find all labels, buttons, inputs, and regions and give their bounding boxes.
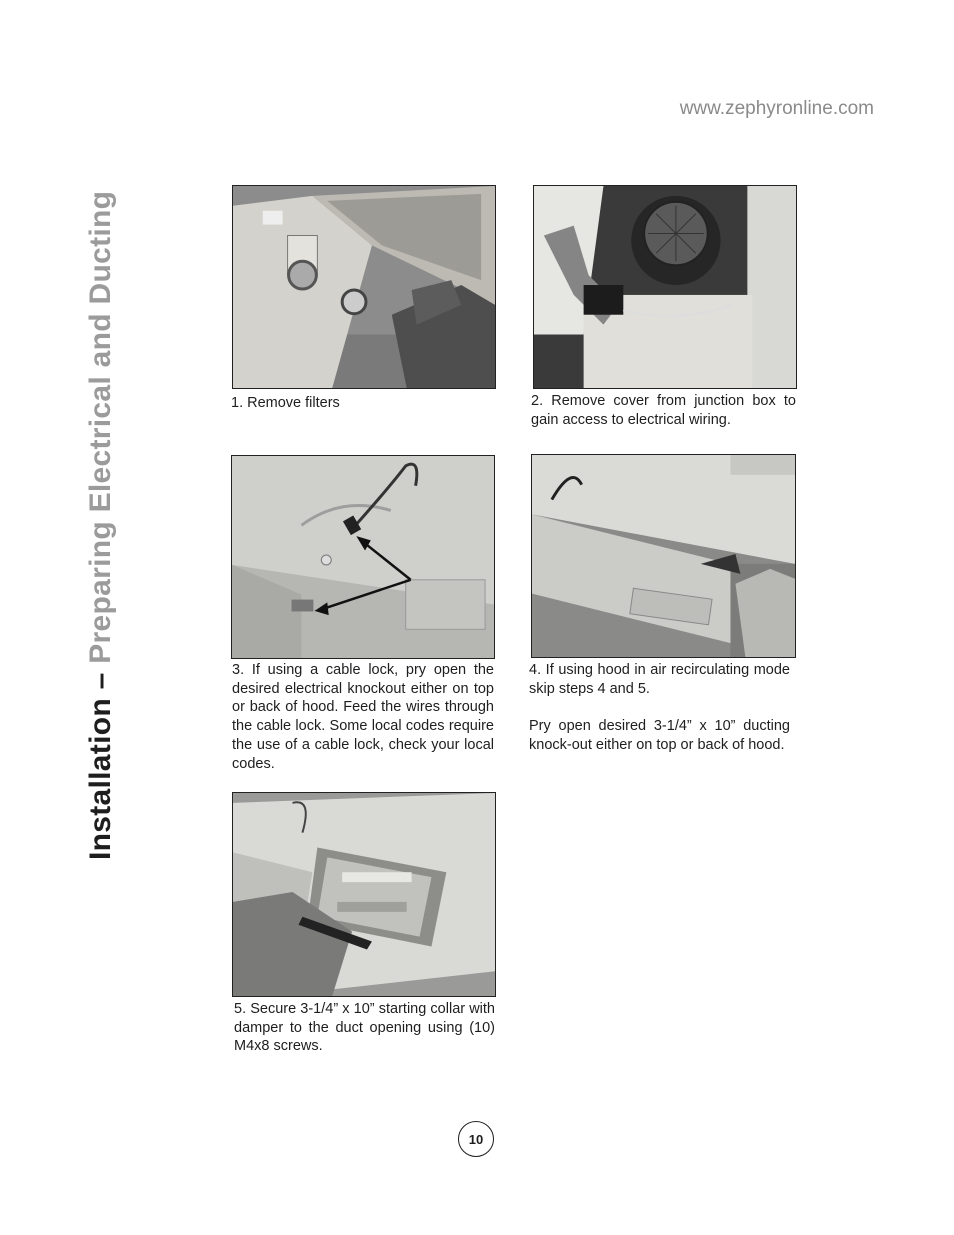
step-4-caption-line-1: 4. If using hood in air recirculating mode skip steps 4 and 5.: [529, 662, 790, 697]
step-5-photo: [232, 792, 496, 997]
step-4-caption-line-2: Pry open desired 3-1/4” x 10” ducting knock-out either on top or back of hood.: [529, 718, 790, 754]
step-3-photo: [231, 455, 495, 659]
step-2-photo: [533, 185, 797, 389]
step-5-caption: 5. Secure 3-1/4” x 10” starting collar with damper to the duct opening using (10) M4x8 screws.: [234, 1001, 495, 1055]
step-4-photo: [531, 454, 796, 658]
step-4-caption: [529, 661, 790, 755]
page-number: 10: [458, 1121, 494, 1157]
step-1-photo: [232, 185, 496, 389]
step-2-caption: 2. Remove cover from junction box to gain access to electrical wiring.: [531, 393, 796, 428]
website-url: www.zephyronline.com: [679, 98, 874, 119]
side-title-section: Installation –: [84, 672, 117, 860]
side-title: [84, 160, 124, 860]
step-3-caption: 3. If using a cable lock, pry open the desired electrical knockout either on top or back of hood. Feed the wires through the cable lock. Some local codes require the use of a cable lock, check your local codes.: [232, 662, 494, 772]
side-title-topic: Preparing Electrical and Ducting: [84, 190, 117, 664]
step-1-caption: 1. Remove filters: [231, 395, 340, 411]
